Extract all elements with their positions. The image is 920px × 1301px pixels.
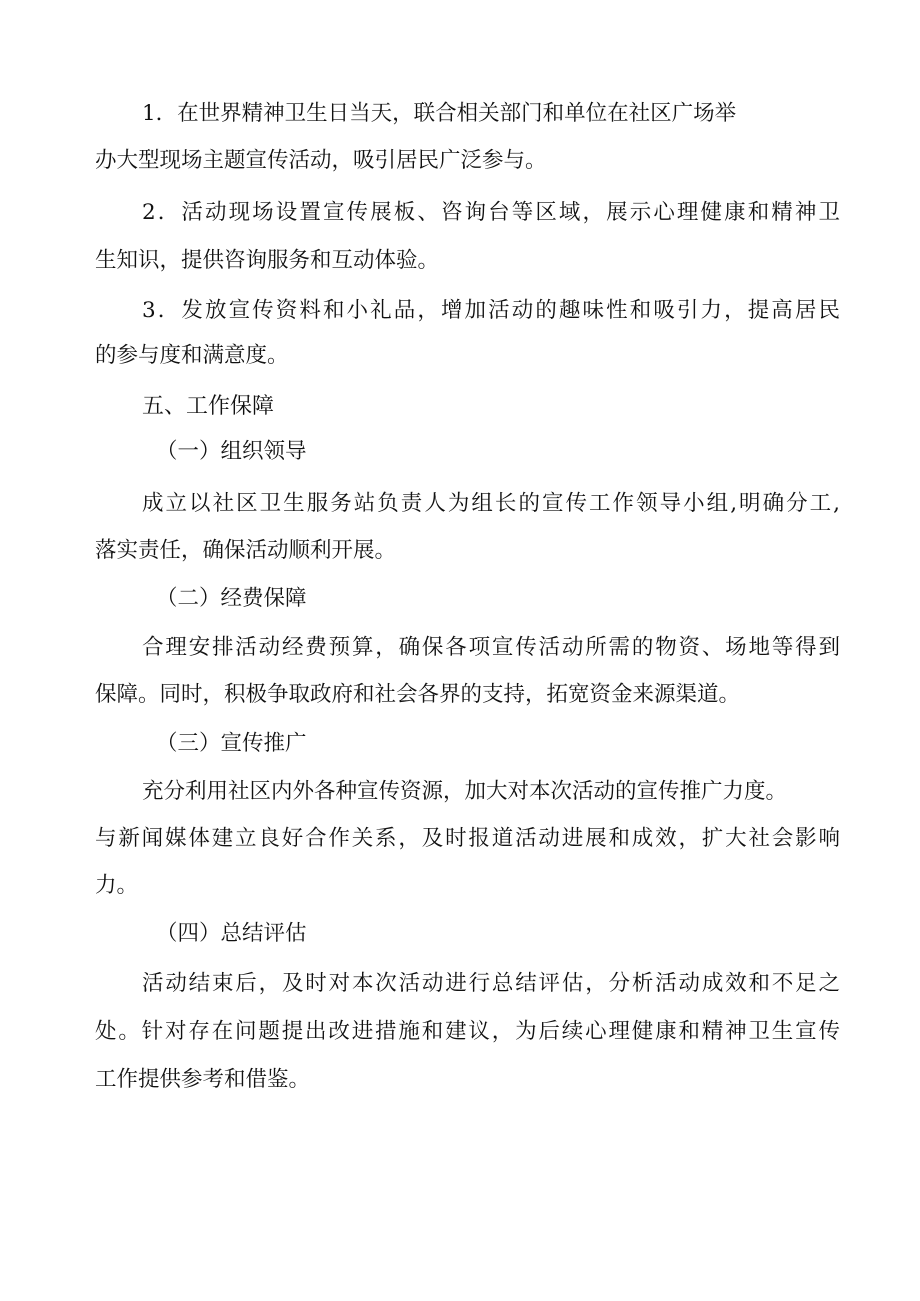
subsection-4-line-1: 活动结束后，及时对本次活动进行总结评估，分析活动成效和不足之 xyxy=(142,971,840,996)
subsection-1-heading: （一）组织领导 xyxy=(156,439,307,464)
subsection-2-line-1: 合理安排活动经费预算，确保各项宣传活动所需的物资、场地等得到 xyxy=(142,635,840,660)
list-item-3-line-2: 的参与度和满意度。 xyxy=(95,343,289,368)
subsection-2-heading: （二）经费保障 xyxy=(156,586,307,611)
list-item-2-line-1: 2．活动现场设置宣传展板、咨询台等区域，展示心理健康和精神卫 xyxy=(142,200,840,225)
section-heading: 五、工作保障 xyxy=(142,394,275,419)
subsection-4-line-3: 工作提供参考和借鉴。 xyxy=(95,1067,311,1092)
list-item-1-line-1: 1．在世界精神卫生日当天，联合相关部门和单位在社区广场举 xyxy=(142,101,737,126)
subsection-4-heading: （四）总结评估 xyxy=(156,921,307,946)
subsection-3-line-3: 力。 xyxy=(95,873,139,898)
subsection-4-line-2: 处。针对存在问题提出改进措施和建议，为后续心理健康和精神卫生宣传 xyxy=(95,1019,840,1044)
subsection-3-line-2: 与新闻媒体建立良好合作关系，及时报道活动进展和成效，扩大社会影响 xyxy=(95,826,840,851)
subsection-2-line-2: 保障。同时，积极争取政府和社会各界的支持，拓宽资金来源渠道。 xyxy=(95,682,741,707)
list-item-1-line-2: 办大型现场主题宣传活动，吸引居民广泛参与。 xyxy=(95,148,547,173)
subsection-1-line-1: 成立以社区卫生服务站负责人为组长的宣传工作领导小组,明确分工, xyxy=(142,491,840,516)
list-item-2-line-2: 生知识，提供咨询服务和互动体验。 xyxy=(95,248,440,273)
list-item-3-line-1: 3．发放宣传资料和小礼品，增加活动的趣味性和吸引力，提高居民 xyxy=(142,298,840,323)
subsection-1-line-2: 落实责任，确保活动顺利开展。 xyxy=(95,538,397,563)
subsection-3-heading: （三）宣传推广 xyxy=(156,731,307,756)
subsection-3-line-1: 充分利用社区内外各种宣传资源，加大对本次活动的宣传推广力度。 xyxy=(142,779,788,804)
